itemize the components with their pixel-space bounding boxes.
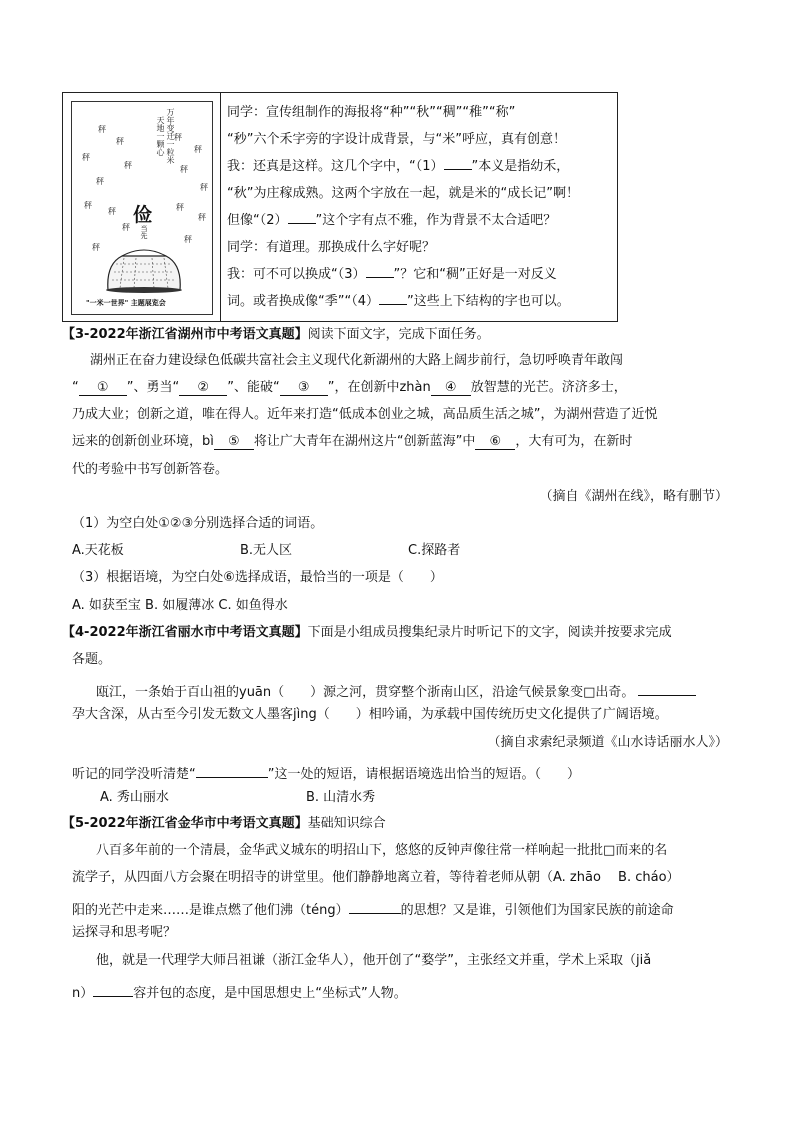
blank-3[interactable] <box>366 261 394 278</box>
blank-q3-4[interactable]: ④ <box>431 379 471 396</box>
q4-option-b[interactable]: B. 山清水秀 <box>306 790 376 805</box>
q4-heading: 【4-2022年浙江省丽水市中考语文真题】下面是小组成员搜集纪录片时听记下的文字，阅读并按要求完成 <box>62 625 672 640</box>
blank-q4-heard[interactable] <box>196 761 268 778</box>
exhibition-poster-image: 万年变迁一粒米 天地一颗心 秤 秤 秤 秤 秤 秤 秤 秤 秤 秤 秤 秤 秤 秤 秤 秤 俭 当先 "一米一世界" 主题展览会 <box>71 101 213 315</box>
dialog-line: “秒”六个禾字旁的字设计成背景，与“米”呼应，真有创意！ <box>227 132 566 147</box>
q3-subquestion-3-options[interactable]: A. 如获至宝 B. 如履薄冰 C. 如鱼得水 <box>72 598 288 613</box>
blank-4[interactable] <box>379 288 407 305</box>
poster-cell <box>63 93 221 321</box>
blank-2[interactable] <box>288 207 316 224</box>
q3-text-line: 远来的创新创业环境，bì ⑤ 将让广大青年在湖州这片“创新蓝海”中 ⑥ ，大有可为，在新时 <box>72 434 633 449</box>
blank-q4-phrase[interactable] <box>638 679 696 696</box>
blank-q3-6[interactable]: ⑥ <box>475 433 515 450</box>
q3-subquestion-1: （1）为空白处①②③分别选择合适的词语。 <box>72 516 324 531</box>
dialog-line: 同学：宣传组制作的海报将“种”“秋”“稠”“稚”“称” <box>227 105 516 120</box>
q3-option-b[interactable]: B.无人区 <box>240 543 293 558</box>
dialog-line: 但像“（2） ”这个字有点不雅，作为背景不太合适吧？ <box>227 207 609 234</box>
q3-option-c[interactable]: C.探路者 <box>408 543 461 558</box>
blank-q3-5[interactable]: ⑤ <box>214 433 254 450</box>
dialog-line: 我：可不可以换成“（3） ”？它和“稠”正好是一对反义 <box>227 261 609 288</box>
q4-text-line: 瓯江，一条始于百山祖的yuān（ ）源之河，贯穿整个浙南山区，沿途气候景象变□出奇。 <box>96 679 696 702</box>
q4-option-a[interactable]: A. 秀山丽水 <box>100 790 169 805</box>
rice-sack-illustration <box>102 242 186 294</box>
q3-text-line: “ ① ”、勇当“ ② ”、能破“ ③ ”，在创新中zhàn ④ 放智慧的光芒。济济多士， <box>72 380 627 395</box>
blank-q5-teng[interactable] <box>349 897 401 914</box>
q4-question: 听记的同学没听清楚“ ”这一处的短语，请根据语境选出恰当的短语。（ ） <box>72 761 580 784</box>
poster-caption: "一米一世界" 主题展览会 <box>86 299 166 307</box>
poster-slogan-2: 天地一颗心 <box>156 116 165 156</box>
q3-subquestion-3: （3）根据语境，为空白处⑥选择成语，最恰当的一项是（ ） <box>72 570 443 585</box>
blank-q3-3[interactable]: ③ <box>280 379 328 396</box>
q3-text-line: 代的考验中书写创新答卷。 <box>72 462 229 477</box>
q5-text-line: 他，就是一代理学大师吕祖谦（浙江金华人），他开创了“婺学”，主张经文并重，学术上采取（jiǎ <box>96 953 652 968</box>
poster-center-char: 俭 <box>133 204 153 226</box>
dialog-line: “秋”为庄稼成熟。这两个字放在一起，就是米的“成长记”啊！ <box>227 186 579 201</box>
blank-q3-1[interactable]: ① <box>79 379 127 396</box>
blank-1[interactable] <box>444 153 472 170</box>
dialog-line: 我：还真是这样。这几个字中，“（1） ”本义是指幼禾， <box>227 153 609 180</box>
dialog-line: 词。或者换成像“季”“（4） ”这些上下结构的字也可以。 <box>227 288 609 315</box>
q3-text-line: 湖州正在奋力建设绿色低碳共富社会主义现代化新湖州的大路上阔步前行，急切呼唤青年敢闯 <box>90 353 624 368</box>
poster-dialog-table <box>62 92 618 322</box>
poster-slogan-1: 万年变迁一粒米 <box>166 108 175 164</box>
q3-text-line: 乃成大业；创新之道，唯在得人。近年来打造“低成本创业之城，高品质生活之城”，为湖州营造了近悦 <box>72 407 658 422</box>
q3-heading: 【3-2022年浙江省湖州市中考语文真题】阅读下面文字，完成下面任务。 <box>62 327 490 342</box>
q4-source: （摘自求索纪录频道《山水诗话丽水人》） <box>487 735 728 750</box>
q5-text-line: 阳的光芒中走来……是谁点燃了他们沸（téng） 的思想？又是谁，引领他们为国家民族的前途命 <box>72 897 674 920</box>
q5-text-line: n） 容并包的态度，是中国思想史上“坐标式”人物。 <box>72 980 407 1003</box>
q5-text-line: 运探寻和思考呢？ <box>72 925 177 940</box>
blank-q3-2[interactable]: ② <box>179 379 227 396</box>
q5-text-line: 流学子，从四面八方会聚在明招寺的讲堂里。他们静静地离立着，等待着老师从朝（A. zhāo B. cháo） <box>72 870 680 885</box>
q4-text-line: 孕大含深，从古至今引发无数文人墨客jìng（ ）相吟诵，为承载中国传统历史文化提供了广阔语境。 <box>72 707 668 722</box>
poster-glyph: 秤 <box>98 125 106 134</box>
q5-text-line: 八百多年前的一个清晨，金华武义城东的明招山下，悠悠的反钟声像往常一样响起一批批□而来的名 <box>96 843 668 858</box>
poster-center-sub: 当先 <box>140 225 148 239</box>
dialog-cell <box>221 93 617 321</box>
q5-heading: 【5-2022年浙江省金华市中考语文真题】基础知识综合 <box>62 816 386 831</box>
dialog-line: 同学：有道理。那换成什么字好呢？ <box>227 240 436 255</box>
blank-q5-jian[interactable] <box>93 980 133 997</box>
q3-source: （摘自《湖州在线》，略有删节） <box>539 489 728 504</box>
q3-option-a[interactable]: A.天花板 <box>72 543 124 558</box>
q4-heading-line2: 各题。 <box>72 652 112 667</box>
